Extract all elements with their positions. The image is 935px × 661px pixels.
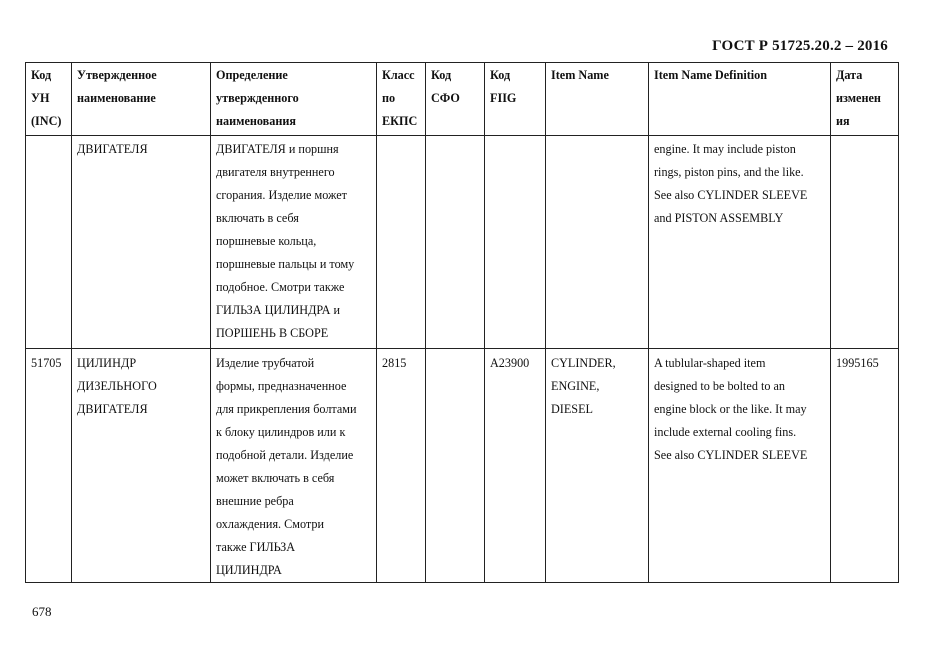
header-row — [26, 63, 899, 136]
header-item-name-definition: Item Name Definition — [649, 63, 831, 136]
table-row — [26, 136, 899, 349]
cell-sfo-code — [426, 136, 485, 349]
cell-item-name — [546, 136, 649, 349]
page-number: 678 — [32, 604, 52, 619]
cell-item-name-definition: engine. It may include piston rings, piston pins, and the like. See also CYLINDER SLEEVE and PISTON ASSEMBLY — [649, 136, 831, 349]
header-ekps-class: Класс по ЕКПС — [377, 63, 426, 136]
cell-item-name-definition: A tublular-shaped item designed to be bolted to an engine block or the like. It may include external cooling fins. See also CYLINDER SLEEVE — [649, 349, 831, 583]
cell-ekps-class — [377, 136, 426, 349]
cell-change-date — [831, 136, 899, 349]
header-sfo-code: Код СФО — [426, 63, 485, 136]
cell-approved-name: ДВИГАТЕЛЯ — [72, 136, 211, 349]
cell-ekps-class: 2815 — [377, 349, 426, 583]
cell-fiig-code: A23900 — [485, 349, 546, 583]
document-code: ГОСТ Р 51725.20.2 – 2016 — [712, 38, 888, 54]
header-change-date: Дата изменен ия — [831, 63, 899, 136]
cell-approved-name: ЦИЛИНДР ДИЗЕЛЬНОГО ДВИГАТЕЛЯ — [72, 349, 211, 583]
cell-change-date: 1995165 — [831, 349, 899, 583]
catalog-table — [25, 62, 899, 583]
header-definition: Определение утвержденного наименования — [211, 63, 377, 136]
cell-definition: ДВИГАТЕЛЯ и поршня двигателя внутреннего сгорания. Изделие может включать в себя поршневые кольца, поршневые пальцы и тому подобное. Смотри также ГИЛЬЗА ЦИЛИНДРА и ПОРШЕНЬ В СБОРЕ — [211, 136, 377, 349]
header-inc: Код УН (INC) — [26, 63, 72, 136]
table-row — [26, 349, 899, 583]
cell-definition: Изделие трубчатой формы, предназначенное для прикрепления болтами к блоку цилиндров или к подобной детали. Изделие может включать в себя внешние ребра охлаждения. Смотри также ГИЛЬЗА ЦИЛИНДРА — [211, 349, 377, 583]
header-fiig-code: Код FIIG — [485, 63, 546, 136]
cell-fiig-code — [485, 136, 546, 349]
cell-item-name: CYLINDER, ENGINE, DIESEL — [546, 349, 649, 583]
cell-inc — [26, 136, 72, 349]
header-item-name: Item Name — [546, 63, 649, 136]
cell-sfo-code — [426, 349, 485, 583]
header-approved-name: Утвержденное наименование — [72, 63, 211, 136]
cell-inc: 51705 — [26, 349, 72, 583]
